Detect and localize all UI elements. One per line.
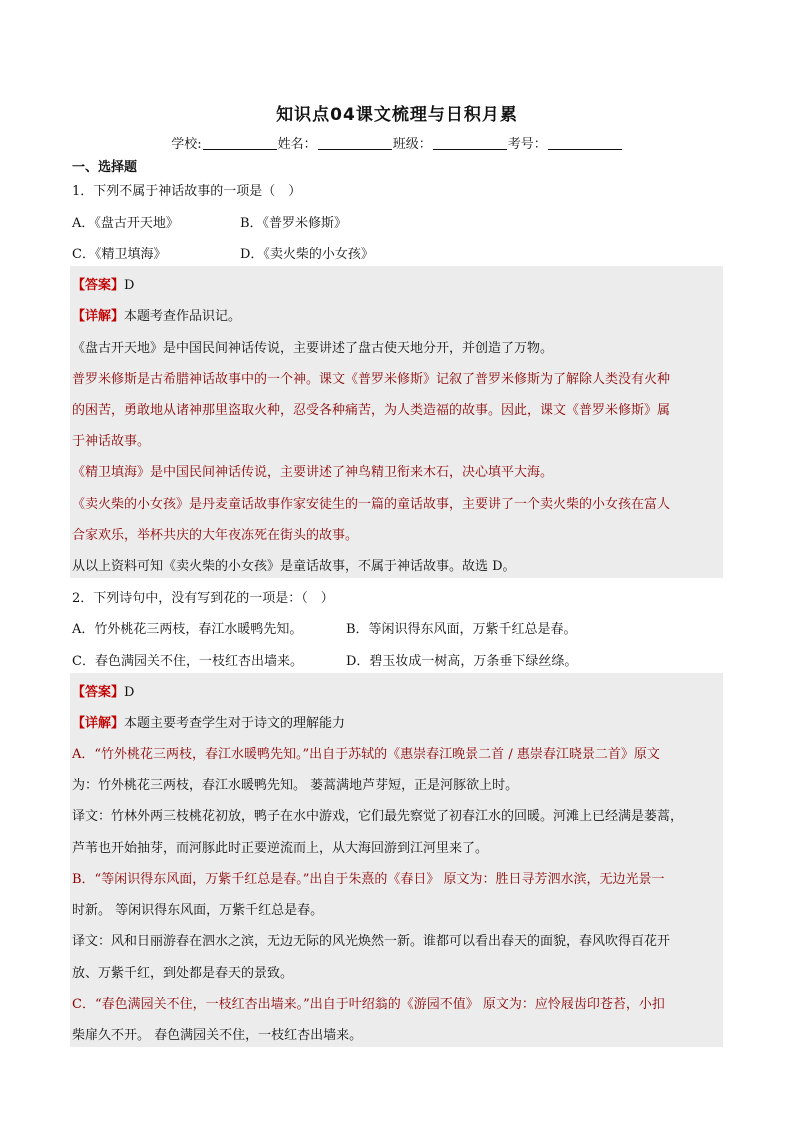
q2-option-c: C．春色满园关不住，一枝红杏出墙来。 (72, 654, 303, 669)
q2-option-b: B．等闲识得东风面，万紫千红总是春。 (346, 622, 577, 637)
name-label: 姓名： (277, 137, 317, 152)
q1-option-b: B．《普罗米修斯》 (240, 216, 348, 231)
q1-option-c: C．《精卫填海》 (72, 247, 167, 262)
q2-detail-text: 时新。 等闲识得东风面，万紫千红总是春。 (72, 903, 324, 918)
q1-detail-text: 的困苦，勇敢地从诸神那里盗取火种，忍受各种痛苦，为人类造福的故事。因此，课文《普罗米修斯》属 (72, 403, 671, 418)
school-label: 学校: (171, 137, 202, 152)
q2-detail-text: 柴扉久不开。 春色满园关不住，一枝红杏出墙来。 (72, 1028, 363, 1043)
q2-answer-tag: 【答案】 (72, 685, 125, 700)
q1-stem: 1．下列不属于神话故事的一项是（ ） (72, 184, 302, 199)
q2-detail-text: B．“等闲识得东风面，万紫千红总是春。”出自于朱熹的《春日》 原文为：胜日寻芳泗水滨，无边光景一 (72, 872, 665, 887)
q2-detail-text: 为：竹外桃花三两枝，春江水暖鸭先知。 蒌蒿满地芦芽短，正是河豚欲上时。 (72, 778, 519, 793)
q2-detail-line (72, 712, 345, 731)
q2-detail-tag: 【详解】 (72, 716, 125, 731)
q2-detail-text: 译文：风和日丽游春在泗水之滨，无边无际的风光焕然一新。谁都可以看出春天的面貌，春风吹得百花开 (72, 934, 671, 949)
q2-answer-line (72, 681, 134, 700)
q1-detail-text: 合家欢乐，举杯共庆的大年夜冻死在街头的故事。 (72, 528, 359, 543)
student-info-line (0, 133, 794, 152)
q1-detail-text: 《精卫填海》是中国民间神话传说，主要讲述了神鸟精卫衔来木石，决心填平大海。 (72, 465, 554, 480)
class-label: 班级： (392, 137, 432, 152)
q2-detail-text: 芦苇也开始抽芽，而河豚此时正要逆流而上，从大海回游到江河里来了。 (72, 841, 489, 856)
q2-detail-intro: 本题主要考查学生对于诗文的理解能力 (124, 716, 346, 731)
q1-detail-tag: 【详解】 (72, 309, 125, 324)
number-label: 考号： (507, 137, 547, 152)
q2-option-d: D．碧玉妆成一树高，万条垂下绿丝绦。 (346, 654, 578, 669)
page-title: 知识点04课文梳理与日积月累 (276, 105, 518, 125)
q2-stem: 2．下列诗句中，没有写到花的一项是：（ ） (72, 591, 334, 606)
q1-detail-text: 从以上资料可知《卖火柴的小女孩》是童话故事，不属于神话故事。故选 D。 (72, 559, 516, 574)
q2-detail-text: 译文：竹林外两三枝桃花初放，鸭子在水中游戏，它们最先察觉了初春江水的回暖。河滩上已经满是蒌蒿， (72, 809, 684, 824)
q1-detail-text: 于神话故事。 (72, 434, 151, 449)
q2-detail-text: A．“竹外桃花三两枝，春江水暖鸭先知。”出自于苏轼的《惠崇春江晚景二首 / 惠崇春江晓景二首》原文 (72, 747, 660, 762)
q1-detail-text: 《盘古开天地》是中国民间神话传说，主要讲述了盘古使天地分开，并创造了万物。 (72, 341, 554, 356)
school-blank[interactable] (203, 137, 277, 150)
q1-answer-line (72, 274, 134, 293)
q1-detail-intro: 本题考查作品识记。 (124, 309, 242, 324)
q1-option-a: A．《盘古开天地》 (72, 216, 179, 231)
q1-answer-tag: 【答案】 (72, 278, 125, 293)
q1-option-d: D．《卖火柴的小女孩》 (240, 247, 374, 262)
q1-detail-text: 《卖火柴的小女孩》是丹麦童话故事作家安徒生的一篇的童话故事，主要讲了一个卖火柴的小女孩在富人 (72, 497, 671, 512)
q2-answer-value: D (124, 685, 135, 700)
q2-detail-text: C．“春色满园关不住，一枝红杏出墙来。”出自于叶绍翁的《游园不值》 原文为：应怜屐齿印苍苔，小扣 (72, 997, 665, 1012)
q2-detail-text: 放、万紫千红，到处都是春天的景致。 (72, 966, 294, 981)
name-blank[interactable] (318, 137, 392, 150)
q1-detail-line (72, 305, 241, 324)
q2-option-a: A．竹外桃花三两枝，春江水暖鸭先知。 (72, 622, 303, 637)
class-blank[interactable] (433, 137, 507, 150)
section-heading: 一、选择题 (72, 160, 138, 175)
q1-detail-text: 普罗米修斯是古希腊神话故事中的一个神。课文《普罗米修斯》记叙了普罗米修斯为了解除人类没有火种 (72, 372, 671, 387)
number-blank[interactable] (548, 137, 622, 150)
q1-answer-value: D (124, 278, 135, 293)
